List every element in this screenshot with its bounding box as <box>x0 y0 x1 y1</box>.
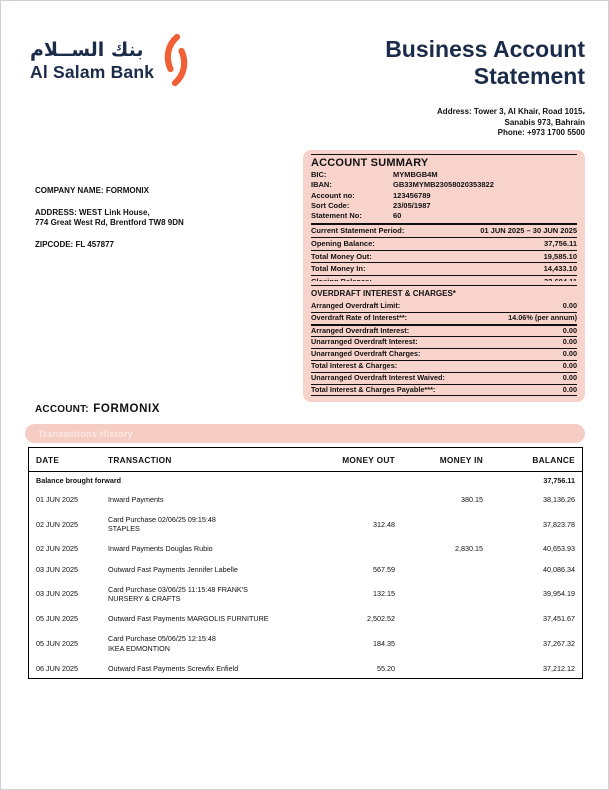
summary-field <box>311 170 577 180</box>
transaction-balance: 38,136.26 <box>543 494 575 504</box>
bank-address-line-2: Sanabis 973, Bahrain <box>504 117 585 127</box>
overdraft-title: OVERDRAFT INTEREST & CHARGES* <box>311 289 456 298</box>
header-block <box>285 36 585 139</box>
summary-row-label: Total Money Out: <box>311 251 372 261</box>
overdraft-row-label: Unarranged Overdraft Interest: <box>311 337 418 347</box>
summary-row <box>311 223 577 238</box>
bank-address <box>285 107 585 139</box>
summary-field-value: MYMBGB4M <box>393 170 438 179</box>
summary-field-label: IBAN: <box>311 180 332 190</box>
transaction-money-out: 2,502.52 <box>367 614 395 624</box>
summary-field-value: GB33MYMB23058020353822 <box>393 180 494 190</box>
overdraft-row-value: 14.06% (per annum) <box>508 312 577 322</box>
transaction-date: 03 JUN 2025 <box>36 564 78 574</box>
transaction-description: Card Purchase 03/06/25 11:15:48 FRANK'S NURSERY & CRAFTS <box>108 584 248 603</box>
overdraft-row <box>311 349 577 361</box>
summary-field-value: 123456789 <box>393 190 431 200</box>
summary-row-label: Opening Balance: <box>311 239 375 249</box>
overdraft-row-label: Unarranged Overdraft Interest Waived: <box>311 372 445 382</box>
transaction-row <box>29 609 583 629</box>
transaction-description: Outward Fast Payments Screwfix Enfield <box>108 663 239 673</box>
overdraft-row-label: Arranged Overdraft Limit: <box>311 301 401 310</box>
bank-logo-flame-icon <box>163 34 189 86</box>
summary-row-label: Current Statement Period: <box>311 226 405 236</box>
transaction-description: Inward Payments <box>108 494 164 504</box>
transaction-money-in <box>395 609 483 629</box>
column-header-transaction: TRANSACTION <box>108 448 285 472</box>
transaction-money-out: 55.20 <box>377 663 395 673</box>
transaction-balance: 37,212.12 <box>543 663 575 673</box>
overdraft-row-label: Unarranged Overdraft Charges: <box>311 349 421 359</box>
transaction-row <box>29 579 583 608</box>
overdraft-row-label: Total Interest & Charges Payable***: <box>311 384 436 394</box>
transaction-balance: 39,954.19 <box>543 589 575 599</box>
overdraft-rows <box>311 301 577 396</box>
transaction-date: 01 JUN 2025 <box>36 494 78 504</box>
summary-field-value: 60 <box>393 211 402 221</box>
overdraft-row-value: 0.00 <box>562 325 577 335</box>
summary-field <box>311 201 577 211</box>
overdraft-box <box>303 281 585 402</box>
transaction-balance: 40,086.34 <box>543 564 575 574</box>
account-summary-title: ACCOUNT SUMMARY <box>311 157 429 169</box>
transaction-money-out <box>285 489 395 509</box>
transaction-money-in <box>395 629 483 658</box>
summary-field-label: Statement No: <box>311 211 362 221</box>
transaction-money-in <box>395 509 483 538</box>
bank-phone-line: Phone: +973 1700 5500 <box>497 128 585 137</box>
transaction-money-out <box>285 472 395 490</box>
transaction-balance: 37,823.78 <box>543 519 575 529</box>
transactions-header-row <box>29 448 583 472</box>
transaction-date: 03 JUN 2025 <box>36 589 78 599</box>
transaction-money-out <box>285 539 395 559</box>
overdraft-row-value: 0.00 <box>562 301 577 310</box>
transaction-description: Inward Payments Douglas Rubio <box>108 544 213 554</box>
transaction-date: 05 JUN 2025 <box>36 638 78 648</box>
transaction-balance: 37,267.32 <box>543 638 575 648</box>
summary-row <box>311 263 577 276</box>
transaction-money-out: 567.59 <box>373 564 395 574</box>
summary-fields <box>311 170 577 221</box>
overdraft-row <box>311 326 577 338</box>
summary-field-value: 23/05/1987 <box>393 200 431 210</box>
transaction-balance: 37,451.67 <box>543 614 575 624</box>
transaction-money-out: 132.15 <box>373 589 395 599</box>
transaction-balance: 40,653.93 <box>543 544 575 554</box>
company-address-line-1: ADDRESS: WEST Link House, <box>35 207 150 217</box>
overdraft-row-value: 0.00 <box>562 372 577 382</box>
summary-field <box>311 180 577 190</box>
transaction-description: Outward Fast Payments MARGOLIS FURNITURE <box>108 614 269 624</box>
summary-field-label: Sort Code: <box>311 200 350 210</box>
summary-field-label: BIC: <box>311 170 327 179</box>
transactions-table <box>28 447 583 679</box>
summary-top-rule <box>311 154 577 155</box>
transactions-history-bar <box>25 424 585 443</box>
summary-row-value: 14,433.10 <box>543 264 577 274</box>
overdraft-row <box>311 361 577 373</box>
column-header-money-in: MONEY IN <box>395 448 483 472</box>
company-zipcode-line: ZIPCODE: FL 457877 <box>35 239 114 249</box>
overdraft-row <box>311 313 577 326</box>
overdraft-row-value: 0.00 <box>562 337 577 347</box>
bank-logo-text <box>30 38 154 82</box>
overdraft-row <box>311 385 577 397</box>
summary-row <box>311 238 577 251</box>
transaction-description: Card Purchase 02/06/25 09:15:48 STAPLES <box>108 514 216 534</box>
overdraft-row-label: Total Interest & Charges: <box>311 360 398 370</box>
summary-row-label: Total Money In: <box>311 264 366 274</box>
transactions-table-body <box>29 472 583 679</box>
transaction-description: Card Purchase 05/06/25 12:15:48 IKEA EDMONTION <box>108 634 216 653</box>
transaction-date: 02 JUN 2025 <box>36 544 78 554</box>
overdraft-row-value: 0.00 <box>562 384 577 394</box>
transaction-money-in <box>395 559 483 579</box>
transaction-row <box>29 539 583 559</box>
account-summary-box <box>303 150 585 294</box>
transaction-row <box>29 489 583 509</box>
transaction-money-in <box>395 472 483 490</box>
transaction-money-out: 184.35 <box>373 638 395 648</box>
transaction-money-in <box>395 579 483 608</box>
overdraft-row <box>311 301 577 313</box>
overdraft-row-label: Overdraft Rate of Interest**: <box>311 312 408 322</box>
spacer <box>35 197 184 208</box>
bank-name-arabic: بنك الســلام <box>30 39 144 61</box>
summary-row-value: 01 JUN 2025 – 30 JUN 2025 <box>480 226 577 236</box>
bank-logo <box>30 34 189 86</box>
summary-field <box>311 191 577 201</box>
transaction-row <box>29 629 583 658</box>
bank-name-english: Al Salam Bank <box>30 62 155 82</box>
overdraft-row <box>311 373 577 385</box>
transaction-date: 06 JUN 2025 <box>36 663 78 673</box>
spacer <box>35 229 184 240</box>
company-block <box>35 186 184 250</box>
transaction-row <box>29 509 583 538</box>
account-name: FORMONIX <box>93 403 161 415</box>
column-header-money-out: MONEY OUT <box>285 448 395 472</box>
summary-field <box>311 211 577 221</box>
transaction-money-in: 2,830.15 <box>455 544 483 554</box>
summary-rows <box>311 223 577 288</box>
account-line <box>35 399 160 417</box>
overdraft-row-label: Arranged Overdraft Interest: <box>311 325 410 335</box>
transactions-history-title: Transactions History <box>38 428 134 439</box>
company-address-line-2: 774 Great West Rd, Brentford TW8 9DN <box>35 218 184 227</box>
transaction-description: Outward Fast Payments Jennifer Labelle <box>108 564 238 574</box>
transaction-money-in: 380.15 <box>461 494 483 504</box>
account-label: ACCOUNT: <box>35 404 89 415</box>
page-title: Business Account Statement <box>385 36 585 89</box>
transaction-description: Balance brought forward <box>36 476 122 485</box>
transaction-row <box>29 658 583 679</box>
bank-address-line-1: Address: Tower 3, Al Khair, Road 1015، <box>437 107 585 116</box>
transaction-balance: 37,756.11 <box>543 476 575 485</box>
summary-row-value: 37,756.11 <box>544 239 577 249</box>
column-header-balance: BALANCE <box>483 448 583 472</box>
summary-row-value: 19,585.10 <box>543 251 577 261</box>
summary-row <box>311 251 577 264</box>
overdraft-top-rule <box>311 285 577 286</box>
transaction-row <box>29 559 583 579</box>
overdraft-row-value: 0.00 <box>562 360 577 370</box>
transaction-date: 05 JUN 2025 <box>36 614 78 624</box>
transaction-row <box>29 472 583 490</box>
transaction-money-out: 312.48 <box>373 519 395 529</box>
transaction-date: 02 JUN 2025 <box>36 519 78 529</box>
transactions-table-head <box>29 448 583 472</box>
overdraft-row-value: 0.00 <box>562 349 577 359</box>
company-name-line: COMPANY NAME: FORMONIX <box>35 186 149 195</box>
overdraft-row <box>311 337 577 349</box>
column-header-date: DATE <box>29 448 109 472</box>
transaction-money-in <box>395 658 483 679</box>
summary-field-label: Account no: <box>311 190 355 200</box>
